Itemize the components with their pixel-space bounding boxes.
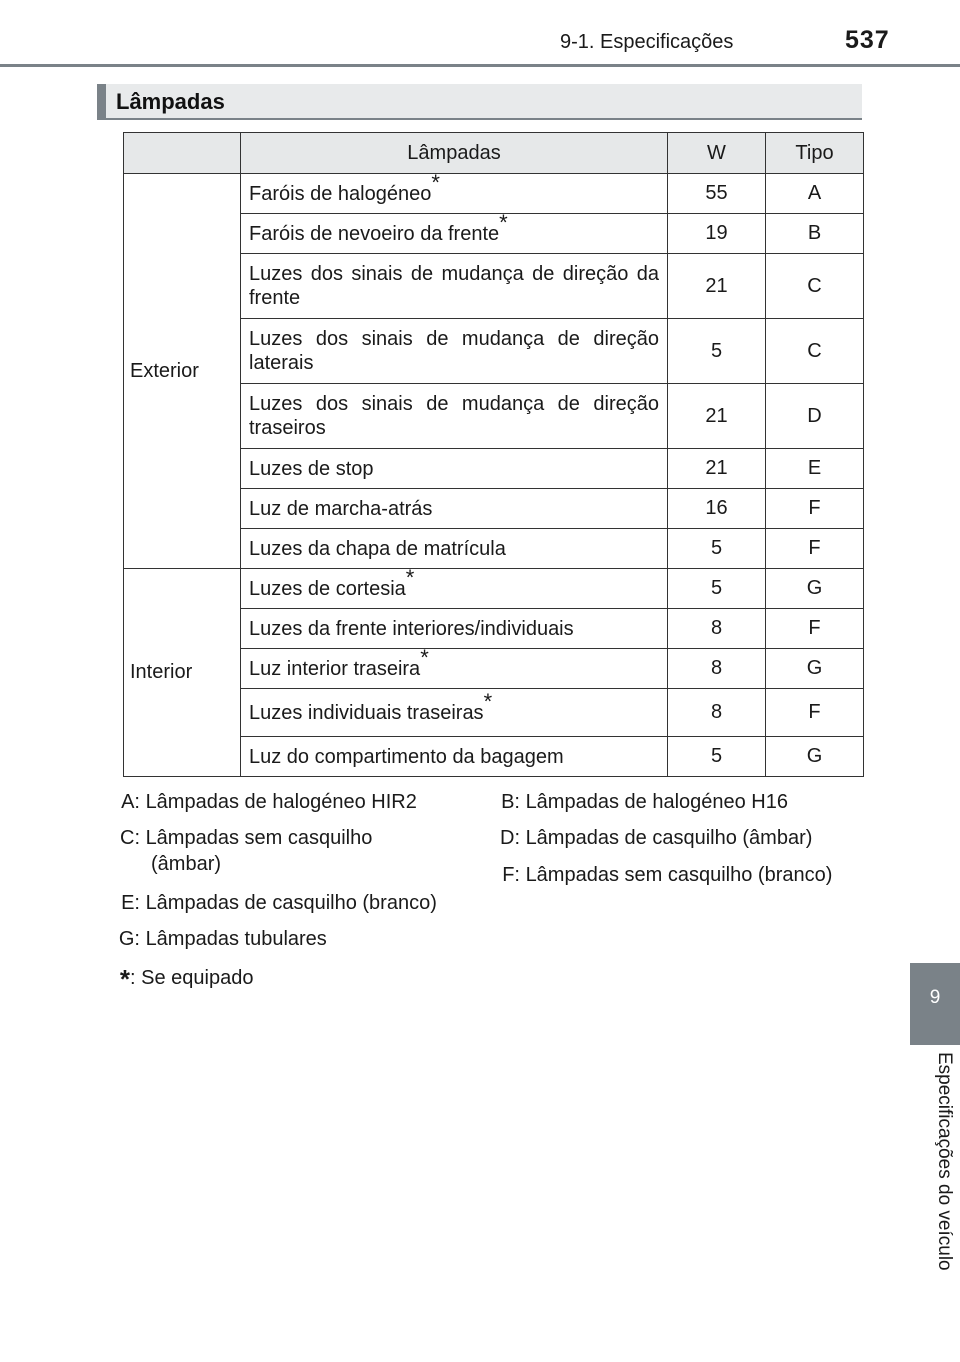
section-bar [97, 84, 862, 120]
header-cell-w: W [668, 133, 766, 174]
header-title: 9-1. Especificações [560, 31, 734, 53]
footnote-star: * [420, 644, 429, 670]
legend-item-e: E: Lâmpadas de casquilho (branco) [121, 892, 437, 914]
bulb-type: C [766, 319, 864, 384]
bulb-watt: 8 [668, 609, 766, 649]
bulb-name: Luzes dos sinais de mudança de direção laterais [241, 319, 668, 384]
bulb-watt: 21 [668, 254, 766, 319]
bulb-type: G [766, 649, 864, 689]
bulb-watt: 55 [668, 174, 766, 214]
bulb-type: A [766, 174, 864, 214]
bulb-watt: 5 [668, 737, 766, 777]
bulb-type: C [766, 254, 864, 319]
bulb-name: Luz de marcha-atrás [241, 489, 668, 529]
bulb-watt: 5 [668, 529, 766, 569]
bulb-watt: 5 [668, 569, 766, 609]
bulb-name: Faróis de halogéneo* [241, 174, 668, 214]
page-number: 537 [845, 26, 890, 54]
bulb-watt: 21 [668, 384, 766, 449]
bulb-name: Luzes de cortesia* [241, 569, 668, 609]
bulb-name: Luzes da frente interiores/individuais [241, 609, 668, 649]
table-row [124, 569, 864, 609]
legend-item-g: G: Lâmpadas tubulares [118, 928, 327, 950]
bulb-type: F [766, 489, 864, 529]
bulb-type: G [766, 569, 864, 609]
footnote-star: * [119, 964, 130, 994]
legend-item-f: F: Lâmpadas sem casquilho (branco) [502, 864, 833, 886]
footnote-star: * [483, 688, 493, 714]
bulb-name: Luzes dos sinais de mudança de direção traseiros [241, 384, 668, 449]
bulb-name: Luzes dos sinais de mudança de direção da frente [241, 254, 668, 319]
legend-item-d: D: Lâmpadas de casquilho (âmbar) [500, 827, 813, 849]
header-divider [0, 64, 960, 67]
bulb-watt: 8 [668, 649, 766, 689]
bulb-name: Luzes individuais traseiras* [241, 689, 668, 737]
header-cell-group [124, 133, 241, 174]
group-label-interior: Interior [124, 569, 241, 777]
bulb-name: Luzes da chapa de matrícula [241, 529, 668, 569]
bulb-watt: 5 [668, 319, 766, 384]
bulb-watt: 8 [668, 689, 766, 737]
bulb-type: F [766, 609, 864, 649]
footnote-star: * [431, 169, 440, 195]
bulb-watt: 19 [668, 214, 766, 254]
bulb-watt: 21 [668, 449, 766, 489]
section-title: Lâmpadas [116, 89, 225, 114]
header-cell-lampadas: Lâmpadas [241, 133, 668, 174]
legend-item-b: B: Lâmpadas de halogéneo H16 [501, 791, 788, 813]
chapter-tab: 9 [910, 963, 960, 1045]
legend-item-star: *: Se equipado [119, 964, 254, 994]
bulb-type: D [766, 384, 864, 449]
bulb-type: F [766, 529, 864, 569]
bulb-watt: 16 [668, 489, 766, 529]
table-row [124, 174, 864, 214]
legend-item-c: C: Lâmpadas sem casquilho (âmbar) [120, 827, 373, 875]
bulb-type: B [766, 214, 864, 254]
legend-item-a: A: Lâmpadas de halogéneo HIR2 [121, 791, 417, 813]
bulb-name: Luz interior traseira* [241, 649, 668, 689]
group-label-exterior: Exterior [124, 174, 241, 569]
chapter-label: Especificações do veículo [934, 1052, 955, 1271]
bulb-name: Faróis de nevoeiro da frente* [241, 214, 668, 254]
bulb-type: F [766, 689, 864, 737]
table-header-row [124, 133, 864, 174]
bulb-type: E [766, 449, 864, 489]
bulb-name: Luzes de stop [241, 449, 668, 489]
footnote-star: * [405, 564, 415, 590]
bulb-name: Luz do compartimento da bagagem [241, 737, 668, 777]
footnote-star: * [499, 209, 508, 235]
bulb-spec-table [123, 132, 864, 777]
header-cell-tipo: Tipo [766, 133, 864, 174]
bulb-type: G [766, 737, 864, 777]
